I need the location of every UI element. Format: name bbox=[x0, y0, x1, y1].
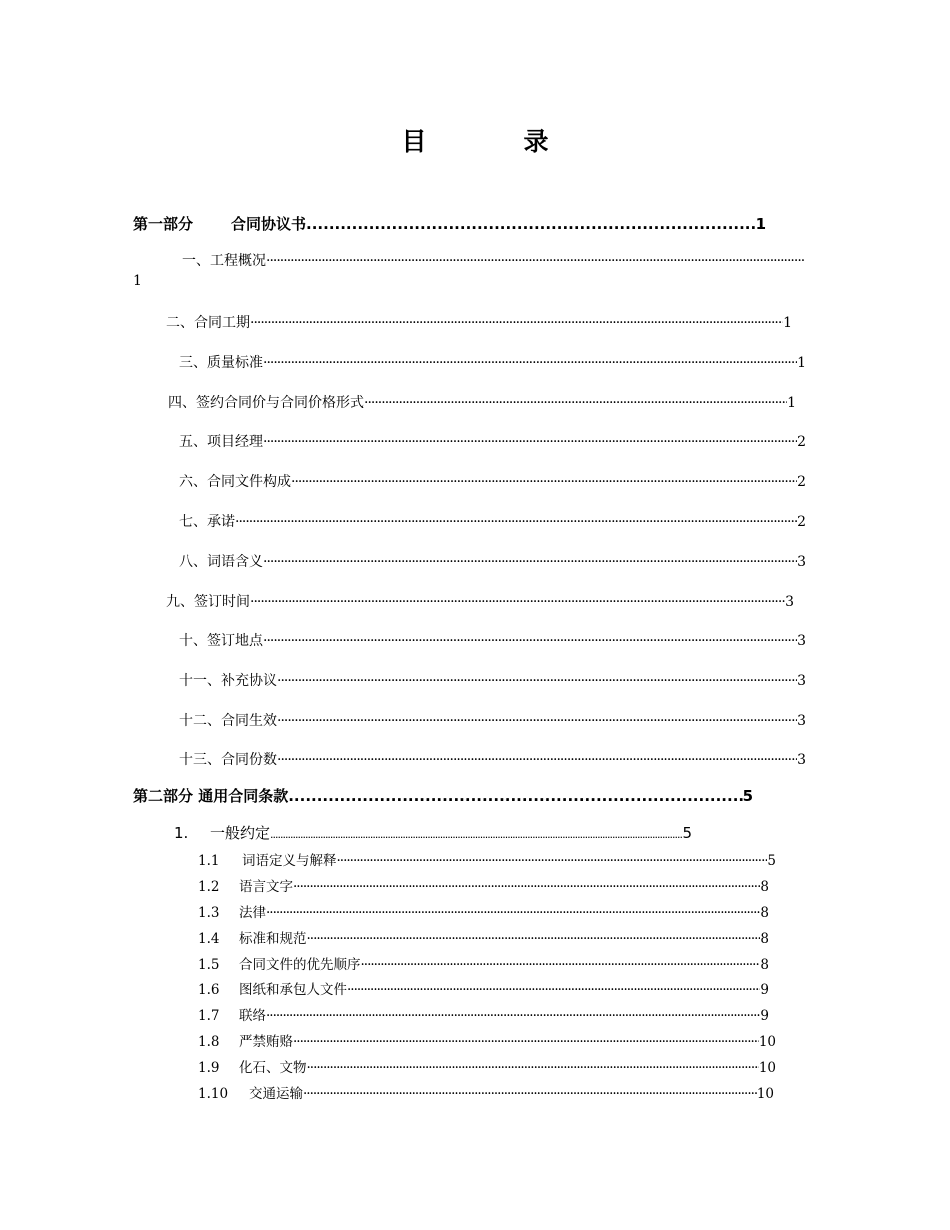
leader-dots bbox=[266, 905, 760, 921]
subentry-number: 1.3 bbox=[198, 905, 220, 921]
leader-dots bbox=[270, 824, 682, 842]
leader-dots bbox=[303, 1086, 757, 1102]
toc-entry-label: 十二、合同生效 bbox=[179, 713, 277, 729]
toc-subentry[interactable] bbox=[198, 927, 769, 947]
toc-part1-heading[interactable] bbox=[133, 213, 766, 234]
toc-section-heading[interactable] bbox=[174, 822, 692, 843]
page-number: 9 bbox=[760, 982, 769, 998]
toc-entry[interactable] bbox=[179, 551, 806, 571]
toc-subentry[interactable] bbox=[198, 1004, 769, 1024]
toc-entry[interactable] bbox=[182, 250, 804, 270]
page-number: 10 bbox=[756, 1086, 774, 1102]
page-number: 10 bbox=[758, 1060, 776, 1076]
page-number: 2 bbox=[797, 434, 806, 450]
leader-dots bbox=[263, 434, 797, 450]
page-number: 5 bbox=[682, 824, 692, 842]
leader-dots bbox=[235, 514, 797, 530]
page-number: 8 bbox=[760, 905, 769, 921]
subentry-number: 1.4 bbox=[198, 931, 220, 947]
toc-entry[interactable] bbox=[179, 471, 806, 491]
toc-entry-label: 九、签订时间 bbox=[166, 594, 250, 610]
toc-entry-label: 十一、补充协议 bbox=[179, 673, 277, 689]
toc-entry[interactable] bbox=[166, 591, 794, 611]
section-number: 1. bbox=[174, 824, 189, 842]
toc-entry[interactable] bbox=[179, 431, 806, 451]
subentry-label: 严禁贿赂 bbox=[239, 1034, 293, 1050]
leader-dots bbox=[337, 853, 768, 869]
page-number: 9 bbox=[760, 1008, 769, 1024]
toc-entry[interactable] bbox=[179, 749, 806, 769]
toc-subentry[interactable] bbox=[198, 1056, 776, 1076]
toc-subentry[interactable] bbox=[198, 953, 769, 973]
page-number: 1 bbox=[787, 395, 796, 411]
subentry-label: 标准和规范 bbox=[239, 931, 307, 947]
toc-entry-label: 三、质量标准 bbox=[179, 355, 263, 371]
leader-dots bbox=[293, 879, 760, 895]
page-number: 5 bbox=[767, 853, 776, 869]
subentry-number: 1.5 bbox=[198, 957, 220, 973]
section-title: 一般约定 bbox=[210, 824, 271, 842]
toc-entry-label: 一、工程概况 bbox=[182, 253, 266, 269]
leader-dots bbox=[263, 554, 797, 570]
leader-dots bbox=[288, 787, 742, 805]
leader-dots bbox=[277, 752, 797, 768]
toc-entry[interactable] bbox=[166, 312, 792, 332]
subentry-label: 联络 bbox=[239, 1008, 266, 1024]
toc-entry[interactable] bbox=[179, 670, 806, 690]
toc-entry-label: 二、合同工期 bbox=[166, 315, 250, 331]
toc-entry-label: 四、签约合同价与合同价格形式 bbox=[168, 395, 364, 411]
leader-dots bbox=[364, 395, 787, 411]
subentry-label: 化石、文物 bbox=[239, 1060, 307, 1076]
leader-dots bbox=[266, 253, 804, 269]
toc-subentry[interactable] bbox=[198, 901, 769, 921]
page-title: 目 录 bbox=[401, 127, 585, 156]
toc-entry-label: 十、签订地点 bbox=[179, 633, 263, 649]
toc-entry-label: 八、词语含义 bbox=[179, 554, 263, 570]
leader-dots bbox=[250, 594, 785, 610]
subentry-number: 1.6 bbox=[198, 982, 220, 998]
part2-title: 第二部分 通用合同条款 bbox=[133, 787, 289, 805]
leader-dots bbox=[266, 1008, 760, 1024]
part1-title: 合同协议书 bbox=[231, 215, 307, 233]
page-number: 2 bbox=[797, 474, 806, 490]
subentry-number: 1.8 bbox=[198, 1034, 220, 1050]
page-number: 1 bbox=[755, 215, 766, 233]
subentry-label: 法律 bbox=[239, 905, 266, 921]
toc-entry[interactable] bbox=[168, 392, 796, 412]
page-number: 3 bbox=[797, 554, 806, 570]
toc-entry-label: 七、承诺 bbox=[179, 514, 235, 530]
subentry-number: 1.1 bbox=[198, 853, 220, 869]
toc-subentry[interactable] bbox=[198, 875, 769, 895]
leader-dots bbox=[306, 215, 756, 233]
page-number: 3 bbox=[797, 713, 806, 729]
leader-dots bbox=[263, 355, 797, 371]
toc-subentry[interactable] bbox=[198, 978, 769, 998]
page-number: 10 bbox=[758, 1034, 776, 1050]
toc-part2-heading[interactable] bbox=[133, 785, 753, 806]
page-number: 3 bbox=[797, 673, 806, 689]
leader-dots bbox=[347, 982, 760, 998]
page-number: 2 bbox=[797, 514, 806, 530]
toc-entry-label: 十三、合同份数 bbox=[179, 752, 277, 768]
leader-dots bbox=[307, 1060, 759, 1076]
subentry-number: 1.2 bbox=[198, 879, 220, 895]
toc-subentry[interactable] bbox=[198, 1030, 776, 1050]
leader-dots bbox=[307, 931, 761, 947]
subentry-number: 1.9 bbox=[198, 1060, 220, 1076]
toc-entry[interactable] bbox=[179, 511, 806, 531]
leader-dots bbox=[277, 673, 797, 689]
subentry-label: 图纸和承包人文件 bbox=[239, 982, 347, 998]
page-number: 8 bbox=[760, 931, 769, 947]
page-number: 3 bbox=[785, 594, 794, 610]
subentry-label: 合同文件的优先顺序 bbox=[239, 957, 361, 973]
toc-entry[interactable] bbox=[179, 710, 806, 730]
page-number: 1 bbox=[133, 273, 142, 289]
leader-dots bbox=[263, 633, 797, 649]
leader-dots bbox=[250, 315, 783, 331]
page-number: 1 bbox=[797, 355, 806, 371]
part1-number: 第一部分 bbox=[133, 215, 194, 233]
leader-dots bbox=[293, 1034, 759, 1050]
toc-subentry[interactable] bbox=[198, 849, 776, 869]
subentry-number: 1.10 bbox=[198, 1086, 229, 1102]
subentry-label: 词语定义与解释 bbox=[242, 853, 337, 869]
page-number: 3 bbox=[797, 633, 806, 649]
page-number: 3 bbox=[797, 752, 806, 768]
toc-subentry[interactable] bbox=[198, 1082, 774, 1102]
toc-entry-label: 五、项目经理 bbox=[179, 434, 263, 450]
leader-dots bbox=[361, 957, 761, 973]
toc-entry[interactable] bbox=[179, 352, 806, 372]
toc-entry-label: 六、合同文件构成 bbox=[179, 474, 291, 490]
toc-entry[interactable] bbox=[179, 630, 806, 650]
subentry-label: 语言文字 bbox=[239, 879, 293, 895]
page-number: 5 bbox=[742, 787, 753, 805]
page-number: 1 bbox=[783, 315, 792, 331]
subentry-label: 交通运输 bbox=[249, 1086, 303, 1102]
subentry-number: 1.7 bbox=[198, 1008, 220, 1024]
leader-dots bbox=[277, 713, 797, 729]
page-number: 8 bbox=[760, 957, 769, 973]
leader-dots bbox=[291, 474, 797, 490]
page-number: 8 bbox=[760, 879, 769, 895]
